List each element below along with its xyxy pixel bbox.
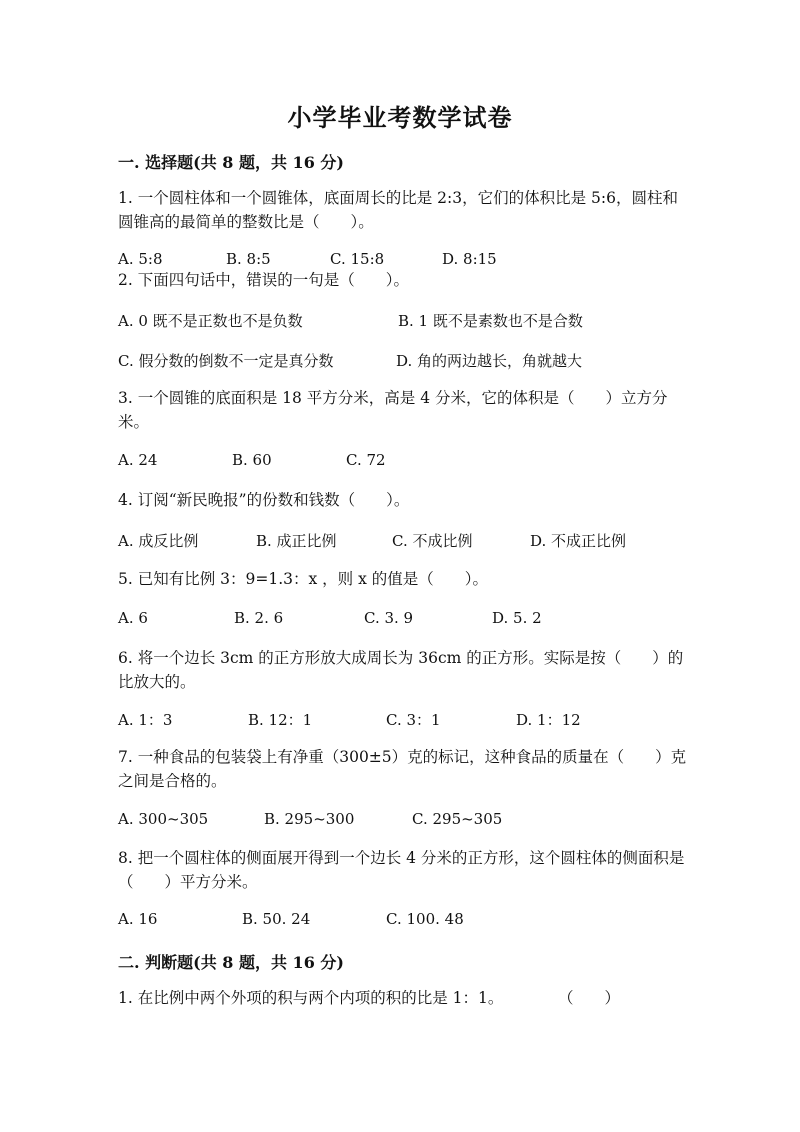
option-b: B. 60 bbox=[232, 451, 272, 469]
option-c: C. 295~305 bbox=[412, 810, 503, 828]
options-q7 bbox=[118, 810, 688, 832]
question-3: 3. 一个圆锥的底面积是 18 平方分米，高是 4 分米，它的体积是（ ）立方分米。 bbox=[118, 389, 668, 431]
option-a: A. 300~305 bbox=[118, 810, 209, 828]
option-d: D. 角的两边越长，角就越大 bbox=[396, 352, 583, 370]
option-b: B. 12：1 bbox=[248, 711, 313, 729]
option-b: B. 1 既不是素数也不是合数 bbox=[398, 312, 583, 330]
option-d: D. 5. 2 bbox=[492, 609, 542, 627]
options-q6 bbox=[118, 709, 688, 731]
option-a: A. 24 bbox=[118, 451, 158, 469]
option-c: C. 假分数的倒数不一定是真分数 bbox=[118, 352, 334, 370]
options-q2-row2 bbox=[118, 350, 688, 372]
option-d: D. 8:15 bbox=[442, 250, 497, 268]
option-d: D. 不成正比例 bbox=[530, 532, 627, 550]
options-q5 bbox=[118, 609, 688, 631]
option-a: A. 1：3 bbox=[118, 711, 173, 729]
option-c: C. 3. 9 bbox=[364, 609, 414, 627]
section-heading-judgment: 二. 判断题(共 8 题，共 16 分) bbox=[118, 953, 344, 972]
question-8: 8. 把一个圆柱体的侧面展开得到一个边长 4 分米的正方形，这个圆柱体的侧面积是（ ）平方分米。 bbox=[118, 849, 685, 891]
option-d: D. 1：12 bbox=[516, 711, 581, 729]
answer-blank: （ ） bbox=[558, 989, 621, 1007]
option-b: B. 50. 24 bbox=[242, 910, 311, 928]
option-a: A. 5:8 bbox=[118, 250, 163, 268]
option-b: B. 295~300 bbox=[264, 810, 355, 828]
options-q4 bbox=[118, 530, 688, 552]
question-7: 7. 一种食品的包装袋上有净重（300±5）克的标记，这种食品的质量在（ ）克之间是合格的。 bbox=[118, 748, 687, 790]
option-b: B. 成正比例 bbox=[256, 532, 337, 550]
judgment-question-1 bbox=[118, 986, 688, 1010]
section-heading-choice: 一. 选择题(共 8 题，共 16 分) bbox=[118, 153, 344, 172]
options-q2-row1 bbox=[118, 310, 688, 332]
page-title: 小学毕业考数学试卷 bbox=[287, 103, 513, 132]
question-4: 4. 订阅“新民晚报”的份数和钱数（ ）。 bbox=[118, 491, 410, 509]
option-c: C. 100. 48 bbox=[386, 910, 464, 928]
option-a: A. 成反比例 bbox=[118, 532, 199, 550]
option-b: B. 8:5 bbox=[226, 250, 271, 268]
options-q3 bbox=[118, 451, 688, 473]
judgment-question-text: 1. 在比例中两个外项的积与两个内项的积的比是 1：1。 bbox=[118, 989, 504, 1007]
option-a: A. 6 bbox=[118, 609, 148, 627]
question-1: 1. 一个圆柱体和一个圆锥体，底面周长的比是 2:3，它们的体积比是 5:6，圆柱和圆锥高的最简单的整数比是（ ）。 bbox=[118, 189, 678, 231]
options-q8 bbox=[118, 910, 688, 932]
question-6: 6. 将一个边长 3cm 的正方形放大成周长为 36cm 的正方形。实际是按（ ）的比放大的。 bbox=[118, 649, 684, 691]
option-c: C. 15:8 bbox=[330, 250, 385, 268]
option-c: C. 3：1 bbox=[386, 711, 441, 729]
option-a: A. 16 bbox=[118, 910, 158, 928]
option-a: A. 0 既不是正数也不是负数 bbox=[118, 312, 303, 330]
question-5: 5. 已知有比例 3：9=1.3：x ，则 x 的值是（ ）。 bbox=[118, 570, 489, 588]
option-b: B. 2. 6 bbox=[234, 609, 284, 627]
option-c: C. 72 bbox=[346, 451, 386, 469]
option-c: C. 不成比例 bbox=[392, 532, 473, 550]
question-2: 2. 下面四句话中，错误的一句是（ ）。 bbox=[118, 271, 409, 289]
